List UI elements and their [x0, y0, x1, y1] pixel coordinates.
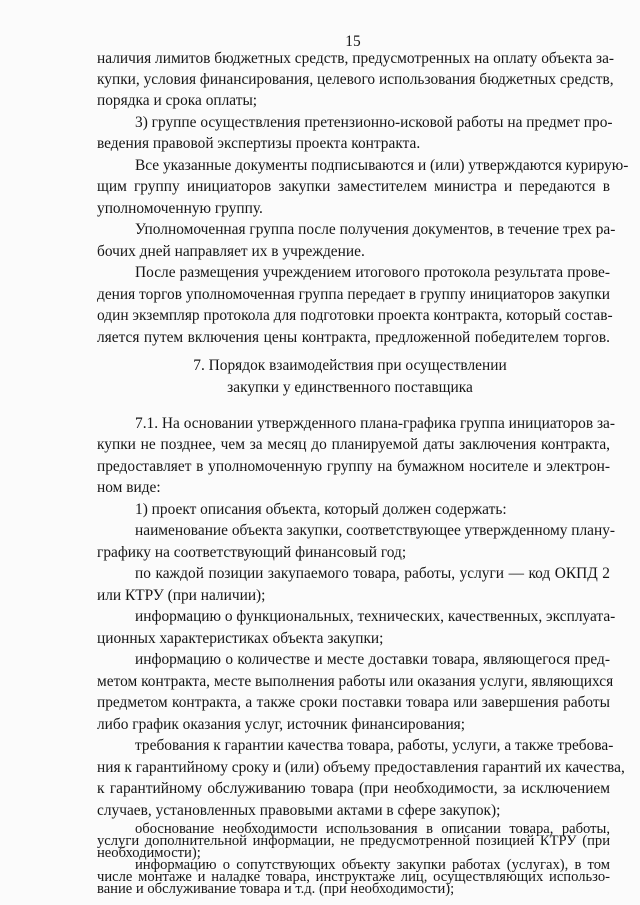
text-line: 1) проект описания объекта, который должен содержать: [135, 501, 507, 518]
text-line: уполномоченную группу. [97, 200, 263, 217]
text-line: информацию о количестве и месте доставки товара, являющегося пред- [135, 651, 610, 668]
text-line: После размещения учреждением итогового протокола результата прове- [135, 264, 610, 281]
text-line: требования к гарантии качества товара, работы, услуги, а также требова- [135, 737, 614, 754]
text-line: числе монтаже и наладке товара, инструктаже лиц, осуществляющих использо- [97, 869, 610, 885]
text-line: необходимости); [97, 845, 201, 861]
text-line: к гарантийному обслуживанию товара (при необходимости, за исключением [97, 780, 610, 797]
text-line: графику на соответствующий финансовый год; [97, 544, 407, 561]
text-line: вание и обслуживание товара и т.д. (при необходимости); [97, 881, 455, 897]
text-line: наименование объекта закупки, соответствующее утвержденному плану- [135, 522, 616, 539]
text-line: либо график оказания услуг, источник финансирования; [97, 716, 466, 733]
text-line: услуги дополнительной информации, не предусмотренной позицией КТРУ (при [97, 833, 610, 849]
text-line: 7.1. На основании утвержденного плана-графика группа инициаторов за- [135, 415, 616, 432]
text-line: предметом контракта, а также сроки поставки товара или завершения работы [97, 694, 610, 711]
text-line: бочих дней направляет их в учреждение. [97, 243, 365, 260]
text-line: ляется путем включения цены контракта, предложенной победителем торгов. [97, 329, 610, 346]
text-line: по каждой позиции закупаемого товара, работы, услуги — код ОКПД 2 [135, 565, 610, 582]
text-line: Уполномоченная группа после получения документов, в течение трех ра- [135, 221, 616, 238]
text-line: обоснование необходимости использования в описании товара, работы, [135, 821, 610, 837]
text-line: метом контракта, месте выполнения работы или оказания услуги, являющихся [97, 673, 614, 690]
text-line: ном виде: [97, 479, 161, 496]
text-line: купки, условия финансирования, целевого использования бюджетных средств, [97, 71, 614, 88]
text-line: случаев, установленных правовыми актами в сфере закупок); [97, 802, 501, 819]
text-line: ционных характеристиках объекта закупки; [97, 630, 384, 647]
text-line: купки не позднее, чем за месяц до планируемой даты заключения контракта, [97, 436, 610, 453]
section-heading: закупки у единственного поставщика [227, 379, 473, 396]
text-line: предоставляет в уполномоченную группу на бумажном носителе и электрон- [97, 458, 610, 475]
text-line: информацию о функциональных, технических, качественных, эксплуата- [135, 608, 616, 625]
text-line: или КТРУ (при наличии); [97, 587, 266, 604]
text-line: ния к гарантийному сроку и (или) объему предоставления гарантий их качества, [97, 759, 625, 776]
text-line: 3) группе осуществления претензионно-исковой работы на предмет про- [135, 114, 613, 131]
text-line: щим группу инициаторов закупки заместителем министра и передаются в [97, 178, 610, 195]
text-line: ведения правовой экспертизы проекта контракта. [97, 135, 421, 152]
text-line: дения торгов уполномоченная группа передает в группу инициаторов закупки [97, 286, 610, 303]
text-line: наличия лимитов бюджетных средств, предусмотренных на оплату объекта за- [97, 50, 615, 67]
text-line: один экземпляр протокола для подготовки проекта контракта, который состав- [97, 307, 613, 324]
section-heading: 7. Порядок взаимодействия при осуществлении [193, 357, 507, 374]
text-line: Все указанные документы подписываются и (или) утверждаются курирую- [135, 157, 629, 174]
page-number: 15 [345, 33, 361, 50]
text-line: порядка и срока оплаты; [97, 92, 258, 109]
text-line: информацию о сопутствующих объекту закупки работах (услугах), в том [135, 857, 610, 873]
